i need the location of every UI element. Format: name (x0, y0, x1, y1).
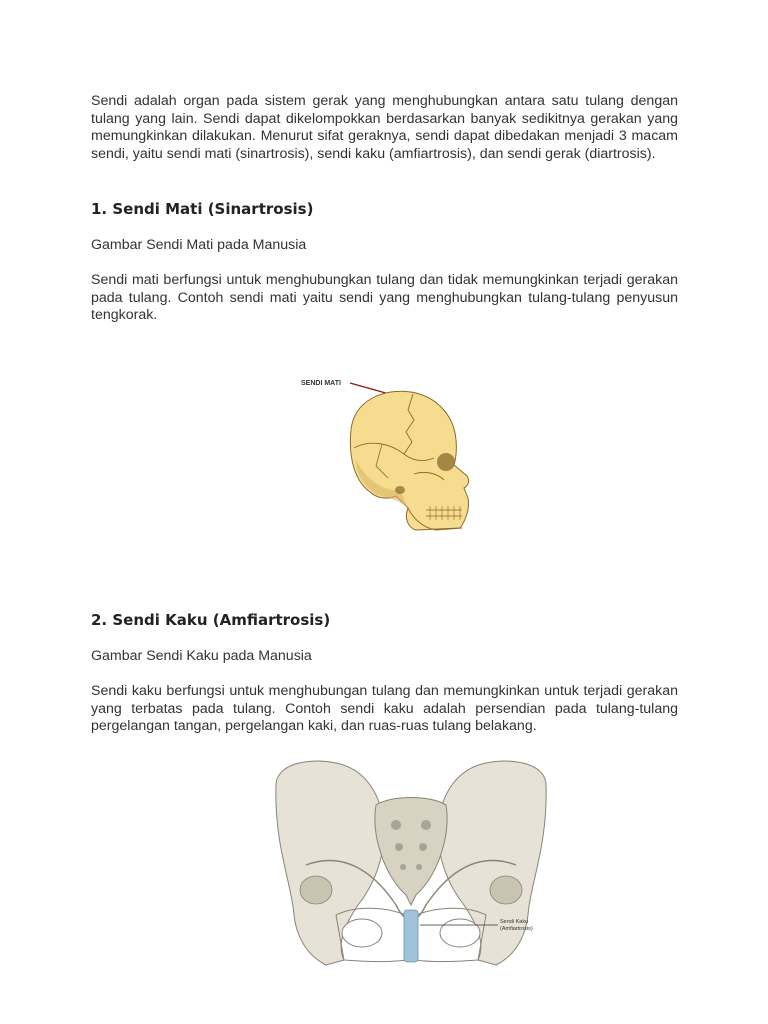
skull-figure (296, 370, 486, 540)
pubic-symphysis (404, 910, 418, 962)
section-2-heading: 2. Sendi Kaku (Amfiartrosis) (91, 611, 331, 629)
pelvis-figure (266, 755, 556, 970)
pelvis-figure-label-line-1: Sendi Kaku (500, 919, 529, 925)
section-2-caption: Gambar Sendi Kaku pada Manusia (91, 648, 312, 664)
section-1-heading: 1. Sendi Mati (Sinartrosis) (91, 200, 314, 218)
pelvis-icon (276, 761, 546, 965)
section-1-caption: Gambar Sendi Mati pada Manusia (91, 237, 307, 253)
section-2-body: Sendi kaku berfungsi untuk menghubungan tulang dan memungkinkan untuk terjadi gerakan yang terbatas pada tulang. Contoh sendi kaku adalah persendian pada tulang-tulang pergelangan tangan, pergelangan kaki, dan ruas-ruas tulang belakang. (91, 683, 678, 735)
intro-paragraph: Sendi adalah organ pada sistem gerak yang menghubungkan antara satu tulang dengan tulang yang lain. Sendi dapat dikelompokkan berdasarkan banyak sedikitnya gerakan yang memungkinkan dilakukan. Menurut sifat geraknya, sendi dapat dibedakan menjadi 3 macam sendi, yaitu sendi mati (sinartrosis), sendi kaku (amfiartrosis), dan sendi gerak (diartrosis). (91, 93, 678, 163)
skull-icon (350, 391, 468, 530)
section-1-body: Sendi mati berfungsi untuk menghubungkan tulang dan tidak memungkinkan terjadi gerakan pada tulang. Contoh sendi mati yaitu sendi yang menghubungkan tulang-tulang penyusun tengkorak. (91, 272, 678, 324)
skull-figure-label: SENDI MATI (301, 380, 341, 387)
pelvis-figure-label-line-2: (Amfiartrosis) (500, 926, 533, 932)
